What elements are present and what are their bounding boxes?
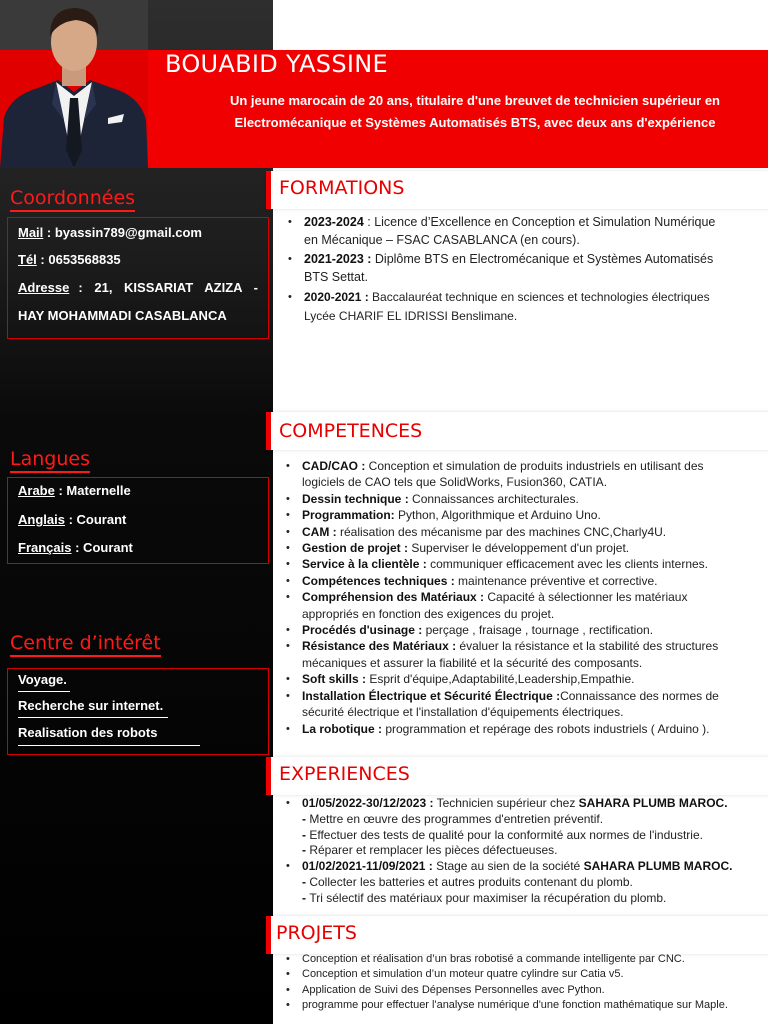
- competence-item: [280, 458, 766, 491]
- competence-label: Dessin technique :: [302, 491, 409, 506]
- formation-text: BTS Settat.: [304, 269, 368, 284]
- competence-text: Capacité à sélectionner les matériaux: [484, 590, 688, 605]
- langue-name: Français: [18, 540, 72, 555]
- langue-level: : Maternelle: [58, 483, 131, 498]
- competence-label: Installation Électrique et Sécurité Électrique :: [302, 688, 561, 703]
- formation-item: [282, 214, 766, 249]
- adresse-line1: : 21, KISSARIAT AZIZA -: [78, 280, 258, 295]
- competence-item: [280, 573, 766, 589]
- experience-task: - Collecter les batteries et autres produits contenant du plomb.: [302, 874, 633, 889]
- interet-item: [8, 695, 268, 721]
- coordonnees-box: [7, 217, 269, 339]
- competence-item: [280, 638, 766, 671]
- coordonnees-title: Coordonnées: [10, 187, 135, 212]
- langue-name: Anglais: [18, 512, 65, 527]
- competence-item: [280, 671, 766, 687]
- competences-list: [280, 458, 766, 737]
- formation-text: Lycée CHARIF EL IDRISSI Benslimane.: [304, 309, 518, 323]
- competence-text: Python, Algorithmique et Arduino Uno.: [394, 508, 601, 523]
- formations-header: [266, 171, 768, 209]
- projets-header: [266, 916, 768, 954]
- competence-label: Compétences techniques :: [302, 573, 455, 588]
- projet-item: • Application de Suivi des Dépenses Personnelles avec Python.: [280, 983, 766, 998]
- competence-label: Programmation:: [302, 508, 395, 523]
- experience-task: - Effectuer des tests de qualité pour la conformité aux normes de l'industrie.: [302, 827, 703, 842]
- experience-task: - Mettre en œuvre des programmes d'entretien préventif.: [302, 811, 604, 826]
- langue-item: [8, 506, 268, 534]
- experiences-header: [266, 757, 768, 795]
- formation-date: 2021-2023 :: [304, 252, 372, 266]
- profile-photo: [0, 0, 148, 168]
- experience-date: 01/05/2022-30/12/2023 :: [302, 796, 434, 810]
- competence-item: [280, 491, 766, 507]
- competence-text: logiciels de CAO tels que SolidWorks, Fusion360, CATIA.: [302, 475, 608, 490]
- competence-label: CAD/CAO :: [302, 459, 366, 473]
- competence-item: [280, 524, 766, 540]
- competence-label: La robotique :: [302, 721, 382, 736]
- competence-item: [280, 589, 766, 622]
- experiences-list: [280, 796, 766, 907]
- competences-header: [266, 412, 768, 450]
- projet-item: • Conception et simulation d’un moteur quatre cylindre sur Catia v5.: [280, 967, 766, 982]
- formation-text: Baccalauréat technique en sciences et technologies électriques: [368, 290, 710, 304]
- experience-task: - Réparer et remplacer les pièces défectueuses.: [302, 843, 558, 858]
- competence-text: Connaissance des normes de: [560, 688, 719, 703]
- langue-item: [8, 534, 268, 562]
- competence-item: [280, 721, 766, 737]
- competence-text: appropriés en fonction des exigences du projet.: [302, 606, 555, 621]
- formation-item: [282, 251, 766, 286]
- interet-item: [8, 721, 268, 747]
- mail-row: [8, 220, 268, 246]
- competence-item: [280, 507, 766, 523]
- competence-item: [280, 622, 766, 638]
- interets-box: [7, 668, 269, 755]
- experience-item: [280, 859, 766, 906]
- competence-item: [280, 540, 766, 556]
- competence-item: [280, 556, 766, 572]
- experience-company: SAHARA PLUMB MAROC.: [583, 859, 733, 874]
- formation-text: Diplôme BTS en Electromécanique et Systèmes Automatisés: [371, 252, 714, 266]
- formation-item: [282, 288, 766, 326]
- experiences-title: EXPERIENCES: [279, 763, 410, 785]
- interet-label: Recherche sur internet.: [18, 695, 168, 718]
- competence-label: Gestion de projet :: [302, 541, 409, 556]
- formations-list: [282, 214, 766, 326]
- langues-box: [7, 477, 269, 564]
- projets-list: [280, 952, 766, 1014]
- competence-text: maintenance préventive et corrective.: [454, 573, 658, 588]
- langues-title: Langues: [10, 448, 90, 473]
- competence-item: [280, 688, 766, 721]
- competence-label: Procédés d'usinage :: [302, 623, 423, 638]
- competence-text: Conception et simulation de produits industriels en utilisant des: [365, 459, 704, 473]
- mail-value[interactable]: : byassin789@gmail.com: [46, 225, 202, 240]
- interet-item: [8, 669, 268, 695]
- intro-summary: Un jeune marocain de 20 ans, titulaire d'une breuvet de technicien supérieur en Electromécanique et Systèmes Automatisés BTS, avec deux ans d'expérience: [229, 93, 720, 130]
- competence-text: perçage , fraisage , tournage , rectification.: [422, 623, 654, 638]
- tel-label: Tél: [18, 252, 37, 267]
- interets-title: Centre d’intérêt: [10, 632, 161, 657]
- projet-item: • programme pour effectuer l'analyse numérique d'une fonction mathématique sur Maple.: [280, 998, 766, 1013]
- competences-title: COMPETENCES: [279, 420, 423, 442]
- experience-date: 01/02/2021-11/09/2021 :: [302, 859, 433, 874]
- competence-text: Superviser le développement d'un projet.: [408, 541, 630, 556]
- adresse-label: Adresse: [18, 280, 70, 295]
- competence-text: évaluer la résistance et la stabilité des structures: [456, 639, 719, 654]
- mail-label: Mail: [18, 225, 44, 240]
- formation-date: 2020-2021 :: [304, 290, 369, 304]
- competence-text: Esprit d'équipe,Adaptabilité,Leadership,Empathie.: [366, 672, 635, 687]
- competence-label: Service à la clientèle :: [302, 557, 427, 572]
- experience-task: - Tri sélectif des matériaux pour maximiser la récupération du plomb.: [302, 890, 667, 905]
- experience-text: Stage au sien de la société: [432, 859, 584, 874]
- langue-name: Arabe: [18, 483, 55, 498]
- formation-date: 2023-2024: [304, 215, 364, 229]
- competence-text: Connaissances architecturales.: [408, 491, 579, 506]
- langue-level: : Courant: [75, 540, 133, 555]
- experience-item: [280, 796, 766, 859]
- competence-label: Compréhension des Matériaux :: [302, 590, 485, 605]
- formations-title: FORMATIONS: [279, 177, 405, 199]
- interet-label: Realisation des robots: [18, 721, 200, 746]
- adresse-row: [8, 274, 268, 302]
- competence-text: communiquer efficacement avec les clients internes.: [426, 557, 708, 572]
- competence-text: programmation et repérage des robots industriels ( Arduino ).: [382, 721, 710, 736]
- competence-label: CAM :: [302, 524, 337, 539]
- experience-text: Technicien supérieur chez: [433, 796, 579, 810]
- tel-row: [8, 246, 268, 274]
- langue-item: [8, 478, 268, 506]
- experience-company: SAHARA PLUMB MAROC.: [578, 796, 728, 810]
- formation-text: en Mécanique – FSAC CASABLANCA (en cours).: [304, 232, 580, 247]
- competence-label: Soft skills :: [302, 672, 367, 687]
- competence-text: réalisation des mécanisme par des machines CNC,Charly4U.: [336, 524, 667, 539]
- tel-value: : 0653568835: [40, 252, 121, 267]
- competence-text: sécurité électrique et l'installation d'équipements électriques.: [302, 705, 624, 720]
- formation-text: : Licence d’Excellence en Conception et Simulation Numérique: [363, 215, 716, 229]
- adresse-line2: HAY MOHAMMADI CASABLANCA: [18, 308, 227, 323]
- projets-title: PROJETS: [276, 922, 357, 944]
- interet-label: Voyage.: [18, 669, 70, 692]
- competence-text: mécaniques et assurer la fiabilité et la sécurité des composants.: [302, 655, 643, 670]
- competence-label: Résistance des Matériaux :: [302, 639, 457, 654]
- projet-item: • Conception et réalisation d’un bras robotisé a commande intelligente par CNC.: [280, 952, 766, 967]
- langue-level: : Courant: [68, 512, 127, 527]
- person-name: BOUABID YASSINE: [165, 50, 388, 78]
